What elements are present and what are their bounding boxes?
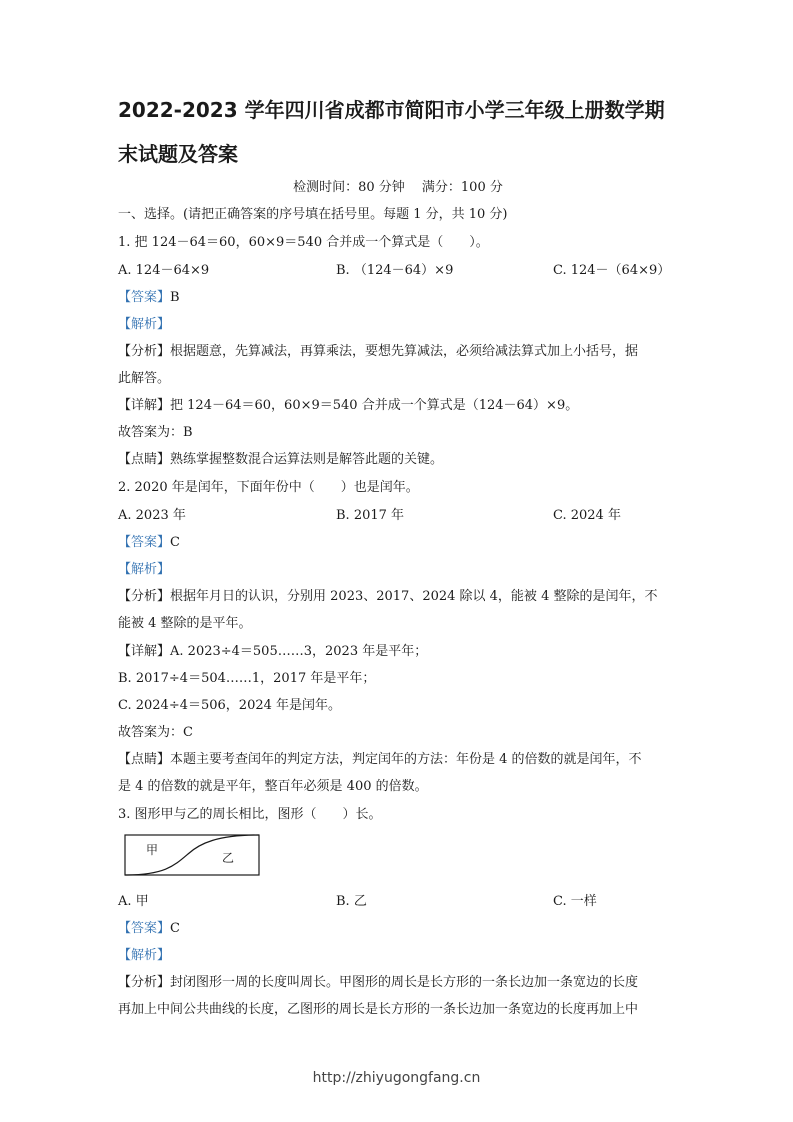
dianjing-text: 本题主要考查闰年的判定方法，判定闰年的方法：年份是 4 的倍数的就是闰年，不 bbox=[170, 752, 642, 767]
figure-label-jia: 甲 bbox=[146, 843, 159, 857]
question-1-stem: 1. 把 124－64＝60，60×9＝540 合并成一个算式是（ ）。 bbox=[118, 235, 489, 250]
fenxi-tag: 【分析】 bbox=[118, 344, 171, 359]
question-1-dianjing bbox=[118, 451, 678, 469]
answer-tag: 【答案】 bbox=[118, 290, 171, 305]
question-1-fenxi-line-1 bbox=[118, 343, 678, 361]
question-2-option-b: B. 2017 年 bbox=[336, 508, 405, 523]
document-title-line-1: 2022-2023 学年四川省成都市简阳市小学三年级上册数学期 bbox=[118, 98, 665, 122]
question-2-option-a: A. 2023 年 bbox=[118, 508, 186, 523]
question-3-option-c: C. 一样 bbox=[553, 894, 597, 909]
question-1-xiangjie bbox=[118, 397, 678, 415]
question-2-fenxi-line-1 bbox=[118, 588, 678, 606]
fenxi-text: 封闭图形一周的长度叫周长。甲图形的周长是长方形的一条长边加一条宽边的长度 bbox=[170, 975, 639, 990]
answer-value: C bbox=[170, 535, 180, 550]
question-2-option-c: C. 2024 年 bbox=[553, 508, 621, 523]
question-1-option-a: A. 124－64×9 bbox=[118, 263, 210, 278]
question-1-option-b: B. （124－64）×9 bbox=[336, 263, 454, 278]
question-3-fenxi-line-2: 再加上中间公共曲线的长度，乙图形的周长是长方形的一条长边加一条宽边的长度再加上中 bbox=[118, 1002, 639, 1017]
question-1-analysis-tag: 【解析】 bbox=[118, 317, 171, 332]
fenxi-tag: 【分析】 bbox=[118, 975, 171, 990]
question-2-xiangjie-line-3: C. 2024÷4＝506，2024 年是闰年。 bbox=[118, 698, 342, 713]
dianjing-text: 熟练掌握整数混合运算法则是解答此题的关键。 bbox=[170, 452, 444, 467]
question-3-fenxi-line-1 bbox=[118, 974, 678, 992]
fenxi-tag: 【分析】 bbox=[118, 589, 171, 604]
answer-tag: 【答案】 bbox=[118, 535, 171, 550]
xiangjie-tag: 【详解】 bbox=[118, 644, 171, 659]
shape-figure bbox=[124, 834, 260, 876]
fenxi-text: 根据年月日的认识，分别用 2023、2017、2024 除以 4，能被 4 整除的是闰年，不 bbox=[170, 589, 658, 604]
dianjing-tag: 【点睛】 bbox=[118, 752, 171, 767]
fenxi-text: 根据题意，先算减法，再算乘法，要想先算减法，必须给减法算式加上小括号，据 bbox=[170, 344, 639, 359]
question-1-final: 故答案为：B bbox=[118, 425, 193, 440]
question-1-fenxi-line-2: 此解答。 bbox=[118, 371, 171, 386]
question-1-option-c: C. 124－（64×9） bbox=[553, 263, 671, 278]
question-1-answer bbox=[118, 289, 678, 307]
question-3-option-b: B. 乙 bbox=[336, 894, 367, 909]
exam-meta: 检测时间：80 分钟 满分：100 分 bbox=[293, 180, 503, 195]
xiangjie-text: A. 2023÷4＝505……3，2023 年是平年； bbox=[170, 644, 428, 659]
answer-value: B bbox=[170, 290, 180, 305]
question-2-dianjing-line-2: 是 4 的倍数的就是平年，整百年必须是 400 的倍数。 bbox=[118, 779, 428, 794]
question-2-final: 故答案为：C bbox=[118, 725, 193, 740]
answer-tag: 【答案】 bbox=[118, 921, 171, 936]
answer-value: C bbox=[170, 921, 180, 936]
question-3-stem: 3. 图形甲与乙的周长相比，图形（ ）长。 bbox=[118, 807, 382, 822]
question-3-option-a: A. 甲 bbox=[118, 894, 149, 909]
footer-url: http://zhiyugongfang.cn bbox=[312, 1070, 481, 1086]
figure-label-yi: 乙 bbox=[222, 851, 235, 865]
question-3-answer bbox=[118, 920, 678, 938]
document-title-line-2: 末试题及答案 bbox=[118, 142, 238, 166]
question-2-dianjing-line-1 bbox=[118, 751, 678, 769]
xiangjie-tag: 【详解】 bbox=[118, 398, 171, 413]
question-2-analysis-tag: 【解析】 bbox=[118, 562, 171, 577]
question-2-answer bbox=[118, 534, 678, 552]
question-2-fenxi-line-2: 能被 4 整除的是平年。 bbox=[118, 616, 252, 631]
question-3-analysis-tag: 【解析】 bbox=[118, 948, 171, 963]
dianjing-tag: 【点睛】 bbox=[118, 452, 171, 467]
section-heading: 一、选择。(请把正确答案的序号填在括号里。每题 1 分，共 10 分) bbox=[118, 207, 508, 222]
question-2-xiangjie-line-2: B. 2017÷4＝504……1，2017 年是平年； bbox=[118, 671, 376, 686]
question-2-stem: 2. 2020 年是闰年，下面年份中（ ）也是闰年。 bbox=[118, 480, 419, 495]
xiangjie-text: 把 124－64＝60，60×9＝540 合并成一个算式是（124－64）×9。 bbox=[170, 398, 579, 413]
question-2-xiangjie-line-1 bbox=[118, 643, 678, 661]
